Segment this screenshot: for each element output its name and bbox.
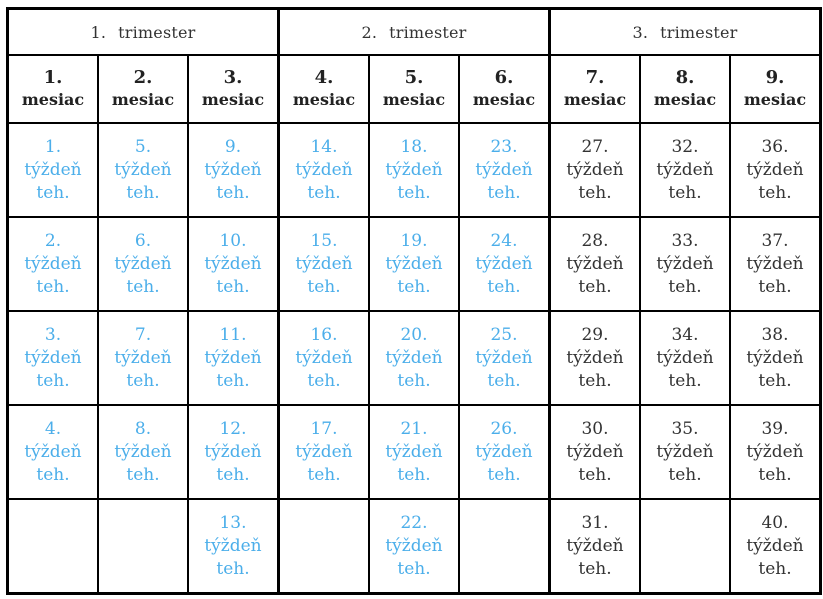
- month-2-header: 2. mesiac: [98, 55, 188, 123]
- week-row: [8, 405, 821, 499]
- week-cell: [279, 499, 370, 594]
- week-word: týždeň: [746, 535, 804, 556]
- week-word: týždeň: [385, 253, 443, 274]
- week-suffix: teh.: [126, 370, 160, 391]
- week-word: týždeň: [204, 159, 262, 180]
- week-number: 19.: [400, 230, 428, 251]
- week-word: týždeň: [24, 347, 82, 368]
- week-word: týždeň: [746, 347, 804, 368]
- week-rows: [8, 123, 821, 594]
- week-cell: [640, 499, 730, 594]
- week-word: týždeň: [385, 347, 443, 368]
- week-suffix: teh.: [307, 276, 341, 297]
- week-suffix: teh.: [758, 182, 792, 203]
- week-cell: [8, 405, 99, 499]
- week-number: 5.: [134, 136, 152, 157]
- week-suffix: teh.: [758, 370, 792, 391]
- week-number: 31.: [581, 512, 609, 533]
- trimester-header-row: [8, 9, 821, 56]
- week-cell: [369, 311, 459, 405]
- week-number: 9.: [224, 136, 242, 157]
- week-word: týždeň: [475, 347, 533, 368]
- week-word: týždeň: [114, 441, 172, 462]
- pregnancy-weeks-table: [6, 7, 822, 595]
- week-suffix: teh.: [487, 370, 521, 391]
- week-row: [8, 311, 821, 405]
- week-cell: [98, 405, 188, 499]
- month-6-header: 6. mesiac: [459, 55, 550, 123]
- week-word: týždeň: [295, 347, 353, 368]
- week-suffix: teh.: [307, 370, 341, 391]
- week-suffix: teh.: [668, 370, 702, 391]
- week-word: týždeň: [566, 347, 624, 368]
- week-suffix: teh.: [578, 276, 612, 297]
- week-number: 6.: [134, 230, 152, 251]
- week-word: týždeň: [204, 347, 262, 368]
- week-number: 29.: [581, 324, 609, 345]
- week-number: 11.: [219, 324, 247, 345]
- week-suffix: teh.: [126, 464, 160, 485]
- week-number: 38.: [761, 324, 789, 345]
- week-cell: [98, 217, 188, 311]
- week-row: [8, 499, 821, 594]
- week-cell: [550, 311, 641, 405]
- week-cell: [459, 499, 550, 594]
- week-cell: [369, 405, 459, 499]
- week-cell: [188, 499, 279, 594]
- week-suffix: teh.: [758, 558, 792, 579]
- week-number: 40.: [761, 512, 789, 533]
- week-cell: [188, 311, 279, 405]
- week-suffix: teh.: [487, 182, 521, 203]
- week-suffix: teh.: [487, 276, 521, 297]
- week-word: týždeň: [656, 441, 714, 462]
- week-suffix: teh.: [487, 464, 521, 485]
- week-suffix: teh.: [126, 182, 160, 203]
- week-number: 35.: [671, 418, 699, 439]
- week-cell: [369, 123, 459, 217]
- week-word: týždeň: [114, 159, 172, 180]
- week-word: týždeň: [24, 159, 82, 180]
- week-cell: [188, 217, 279, 311]
- week-number: 27.: [581, 136, 609, 157]
- week-suffix: teh.: [758, 464, 792, 485]
- week-suffix: teh.: [307, 464, 341, 485]
- week-word: týždeň: [24, 441, 82, 462]
- week-cell: [279, 405, 370, 499]
- week-cell: [369, 217, 459, 311]
- month-9-header: 9. mesiac: [730, 55, 821, 123]
- week-cell: [730, 499, 821, 594]
- week-cell: [459, 405, 550, 499]
- week-number: 3.: [44, 324, 62, 345]
- week-suffix: teh.: [216, 464, 250, 485]
- week-suffix: teh.: [36, 370, 70, 391]
- month-4-header: 4. mesiac: [279, 55, 370, 123]
- week-cell: [279, 217, 370, 311]
- week-number: 7.: [134, 324, 152, 345]
- week-word: týždeň: [295, 441, 353, 462]
- week-word: týždeň: [385, 159, 443, 180]
- week-number: 32.: [671, 136, 699, 157]
- week-suffix: teh.: [216, 558, 250, 579]
- week-number: 20.: [400, 324, 428, 345]
- week-suffix: teh.: [36, 182, 70, 203]
- week-cell: [550, 217, 641, 311]
- week-word: týždeň: [385, 535, 443, 556]
- week-number: 34.: [671, 324, 699, 345]
- week-cell: [640, 217, 730, 311]
- week-cell: [640, 123, 730, 217]
- week-cell: [188, 405, 279, 499]
- week-number: 16.: [310, 324, 338, 345]
- trimester-1-header: 1. trimester: [8, 9, 279, 56]
- week-number: 30.: [581, 418, 609, 439]
- week-word: týždeň: [385, 441, 443, 462]
- week-number: 4.: [44, 418, 62, 439]
- week-word: týždeň: [475, 441, 533, 462]
- week-suffix: teh.: [36, 464, 70, 485]
- week-word: týždeň: [204, 441, 262, 462]
- week-word: týždeň: [566, 535, 624, 556]
- trimester-3-header: 3. trimester: [550, 9, 821, 56]
- week-suffix: teh.: [307, 182, 341, 203]
- week-cell: [730, 405, 821, 499]
- week-cell: [369, 499, 459, 594]
- week-number: 33.: [671, 230, 699, 251]
- week-word: týždeň: [566, 159, 624, 180]
- week-suffix: teh.: [216, 182, 250, 203]
- week-suffix: teh.: [397, 464, 431, 485]
- week-word: týždeň: [746, 159, 804, 180]
- week-number: 1.: [44, 136, 62, 157]
- week-word: týždeň: [295, 159, 353, 180]
- week-cell: [640, 405, 730, 499]
- week-cell: [279, 123, 370, 217]
- week-suffix: teh.: [397, 558, 431, 579]
- week-cell: [98, 499, 188, 594]
- month-8-header: 8. mesiac: [640, 55, 730, 123]
- week-cell: [730, 311, 821, 405]
- week-cell: [8, 499, 99, 594]
- week-number: 13.: [219, 512, 247, 533]
- week-cell: [279, 311, 370, 405]
- week-word: týždeň: [295, 253, 353, 274]
- week-number: 36.: [761, 136, 789, 157]
- week-word: týždeň: [656, 347, 714, 368]
- week-number: 37.: [761, 230, 789, 251]
- week-suffix: teh.: [668, 182, 702, 203]
- week-suffix: teh.: [668, 276, 702, 297]
- week-word: týždeň: [204, 253, 262, 274]
- week-word: týždeň: [656, 253, 714, 274]
- week-number: 25.: [490, 324, 518, 345]
- week-word: týždeň: [114, 253, 172, 274]
- week-cell: [459, 217, 550, 311]
- week-suffix: teh.: [578, 558, 612, 579]
- week-word: týždeň: [114, 347, 172, 368]
- week-word: týždeň: [475, 159, 533, 180]
- month-7-header: 7. mesiac: [550, 55, 641, 123]
- week-cell: [550, 123, 641, 217]
- week-suffix: teh.: [668, 464, 702, 485]
- week-suffix: teh.: [126, 276, 160, 297]
- week-cell: [98, 123, 188, 217]
- week-cell: [730, 123, 821, 217]
- week-number: 12.: [219, 418, 247, 439]
- week-suffix: teh.: [397, 276, 431, 297]
- week-number: 2.: [44, 230, 62, 251]
- week-number: 24.: [490, 230, 518, 251]
- month-header-row: [8, 55, 821, 123]
- week-cell: [98, 311, 188, 405]
- week-word: týždeň: [566, 441, 624, 462]
- week-cell: [8, 311, 99, 405]
- week-suffix: teh.: [397, 370, 431, 391]
- week-cell: [550, 405, 641, 499]
- week-word: týždeň: [746, 441, 804, 462]
- week-word: týždeň: [24, 253, 82, 274]
- week-row: [8, 123, 821, 217]
- week-word: týždeň: [566, 253, 624, 274]
- week-word: týždeň: [746, 253, 804, 274]
- week-number: 17.: [310, 418, 338, 439]
- week-suffix: teh.: [578, 182, 612, 203]
- week-cell: [8, 217, 99, 311]
- week-suffix: teh.: [216, 370, 250, 391]
- week-suffix: teh.: [216, 276, 250, 297]
- month-3-header: 3. mesiac: [188, 55, 279, 123]
- week-word: týždeň: [656, 159, 714, 180]
- week-cell: [640, 311, 730, 405]
- week-word: týždeň: [204, 535, 262, 556]
- week-number: 14.: [310, 136, 338, 157]
- month-1-header: 1. mesiac: [8, 55, 99, 123]
- week-cell: [730, 217, 821, 311]
- week-number: 10.: [219, 230, 247, 251]
- week-cell: [550, 499, 641, 594]
- week-suffix: teh.: [578, 370, 612, 391]
- week-cell: [459, 123, 550, 217]
- week-row: [8, 217, 821, 311]
- week-word: týždeň: [475, 253, 533, 274]
- week-number: 28.: [581, 230, 609, 251]
- month-5-header: 5. mesiac: [369, 55, 459, 123]
- week-number: 22.: [400, 512, 428, 533]
- week-number: 26.: [490, 418, 518, 439]
- week-suffix: teh.: [397, 182, 431, 203]
- trimester-2-header: 2. trimester: [279, 9, 550, 56]
- week-number: 21.: [400, 418, 428, 439]
- week-cell: [459, 311, 550, 405]
- week-number: 15.: [310, 230, 338, 251]
- week-cell: [8, 123, 99, 217]
- week-number: 39.: [761, 418, 789, 439]
- week-number: 23.: [490, 136, 518, 157]
- week-number: 8.: [134, 418, 152, 439]
- week-suffix: teh.: [758, 276, 792, 297]
- week-cell: [188, 123, 279, 217]
- week-number: 18.: [400, 136, 428, 157]
- week-suffix: teh.: [578, 464, 612, 485]
- week-suffix: teh.: [36, 276, 70, 297]
